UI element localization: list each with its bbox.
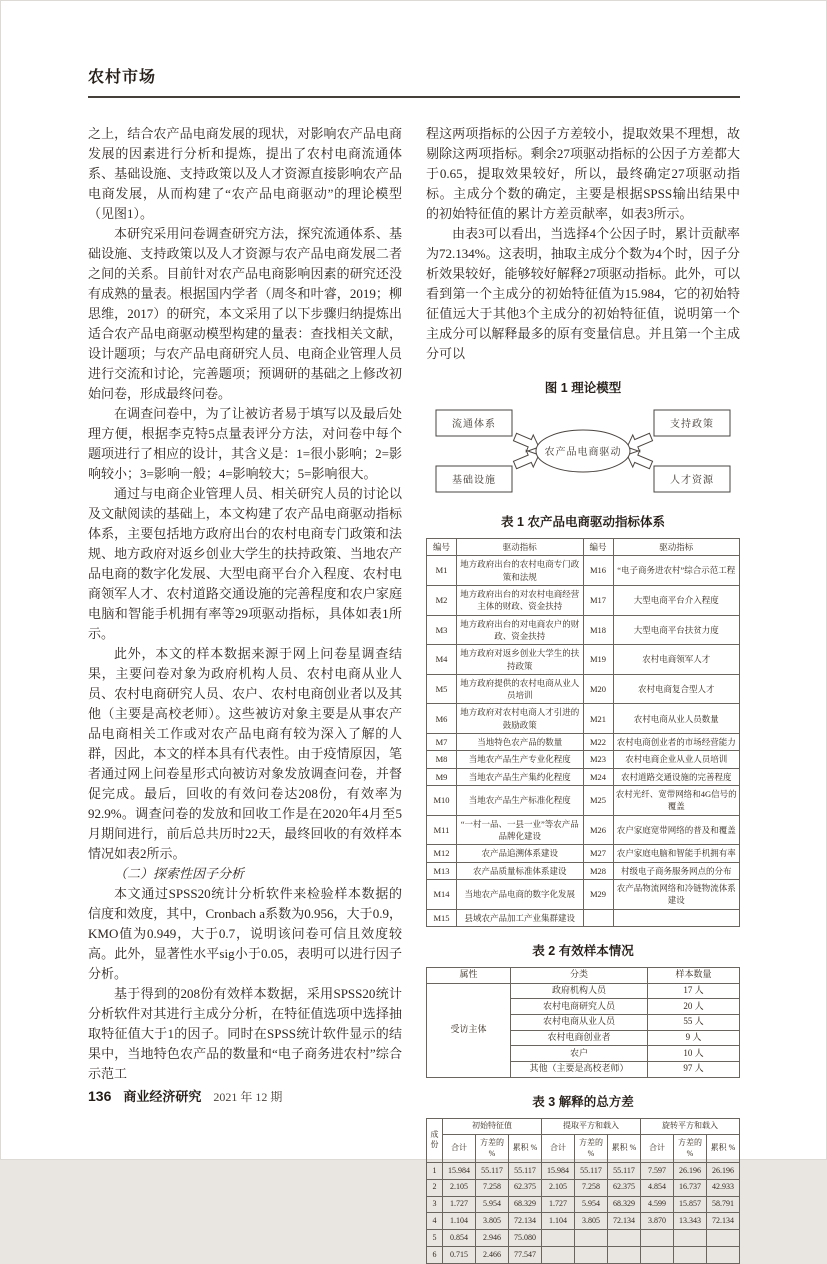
cell-code: M16 [583,556,613,586]
cell-category: 农户 [511,1046,648,1062]
cell-value: 68.329 [509,1196,542,1213]
column-header: 分类 [511,967,648,983]
cell-count: 97 人 [648,1061,740,1077]
table-row [427,1247,740,1264]
cell-value: 3.870 [641,1213,674,1230]
cell-value [575,1230,608,1247]
cell-indicator: 农村电商领军人才 [613,645,740,675]
cell-value: 5.954 [575,1196,608,1213]
cell-indicator: 地方政府出台的对电商农户的财政、资金扶持 [457,615,584,645]
cell-indicator: 地方政府对返乡创业大学生的扶持政策 [457,645,584,675]
cell-value: 15.984 [443,1163,476,1180]
box-label: 基础设施 [452,475,496,486]
cell-value: 2.466 [476,1247,509,1264]
cell-value: 62.375 [509,1179,542,1196]
cell-indicator: 农户家庭电脑和智能手机拥有率 [613,845,740,862]
cell-category: 农村电商创业者 [511,1030,648,1046]
cell-code: M18 [583,615,613,645]
cell-value: 68.329 [608,1196,641,1213]
cell-count: 10 人 [648,1046,740,1062]
section-title: 农村市场 [88,69,157,86]
cell-code: M21 [583,704,613,734]
cell-value: 2.946 [476,1230,509,1247]
column-header: 合计 [443,1135,476,1163]
group-header: 提取平方和载入 [542,1118,641,1135]
cell-value: 75.080 [509,1230,542,1247]
box-label: 流通体系 [452,419,496,430]
cell-value [608,1230,641,1247]
column-header: 驱动指标 [457,539,584,556]
cell-value: 1.727 [443,1196,476,1213]
cell-code: M23 [583,751,613,768]
box-label: 人才资源 [670,475,714,486]
cell-indicator: 农村电商从业人员数量 [613,704,740,734]
column-header-component: 成份 [427,1118,443,1162]
cell-code: M2 [427,585,457,615]
cell-value: 15.984 [542,1163,575,1180]
table2-caption: 表 2 有效样本情况 [532,943,634,958]
figure1-theory-model [426,404,740,498]
cell-code: M29 [583,879,613,909]
cell-code: M5 [427,674,457,704]
group-header: 初始特征值 [443,1118,542,1135]
paragraph: 之上，结合农产品电商发展的现状，对影响农产品电商发展的因素进行分析和提炼，提出了农村电商流通体系、基础设施、支持政策以及人才资源直接影响农产品电商发展，从而构建了“农产品电商驱动”的理论模型（见图1）。 [88,126,402,221]
cell-value: 16.737 [674,1179,707,1196]
table-row [427,862,740,879]
cell-count: 9 人 [648,1030,740,1046]
table-header-row [427,1118,740,1135]
table-row [427,734,740,751]
cell-indicator: 农村光纤、宽带网络和4G信号的覆盖 [613,786,740,816]
cell-value: 72.134 [707,1213,740,1230]
section-header [88,64,740,98]
cell-value: 62.375 [608,1179,641,1196]
paragraph: 在调查问卷中，为了让被访者易于填写以及最后处理方便，根据李克特5点量表评分方法，对问卷中每个题项进行了相应的设计，其含义是：1=很小影响；2=影响较小；3=影响一般；4=影响较大；5=影响很大。 [88,406,402,481]
cell-indicator: 大型电商平台扶贫力度 [613,615,740,645]
column-header: 合计 [641,1135,674,1163]
cell-indicator: 地方政府出台的对农村电商经营主体的财政、资金扶持 [457,585,584,615]
cell-indicator: 当地农产品电商的数字化发展 [457,879,584,909]
cell-category: 政府机构人员 [511,983,648,999]
cell-indicator: 农产品物流网络和冷链物流体系建设 [613,879,740,909]
column-header: 方差的 % [674,1135,707,1163]
cell-value [575,1247,608,1264]
cell-indicator [613,909,740,926]
table3-total-variance [426,1118,740,1264]
paragraph: 由表3可以看出，当选择4个公因子时，累计贡献率为72.134%。这表明，抽取主成分个数为4个时，因子分析效果较好，能够较好解释27项驱动指标。此外，可以看到第一个主成分的初始特征值为15.984，它的初始特征值远大于其他3个主成分的初始特征值，说明第一个主成分可以解释最多的原有变量信息。并且第一个主成分可以 [426,226,740,361]
table-header-row [427,539,740,556]
issue-label: 2021 年 12 期 [213,1090,283,1104]
cell-code: M19 [583,645,613,675]
cell-category: 其他（主要是高校老师） [511,1061,648,1077]
cell-code: M12 [427,845,457,862]
cell-component: 4 [427,1213,443,1230]
cell-value: 1.104 [443,1213,476,1230]
cell-value: 2.105 [443,1179,476,1196]
cell-indicator: 农村道路交通设施的完善程度 [613,768,740,785]
cell-component: 2 [427,1179,443,1196]
cell-value: 2.105 [542,1179,575,1196]
cell-indicator: 当地农产品生产标准化程度 [457,786,584,816]
cell-indicator: “一村一品、一县一业”等农产品品牌化建设 [457,815,584,845]
cell-value [542,1230,575,1247]
cell-value: 5.954 [476,1196,509,1213]
center-label: 农产品电商驱动 [544,447,622,458]
cell-indicator: 地方政府提供的农村电商从业人员培训 [457,674,584,704]
cell-value: 77.547 [509,1247,542,1264]
table-row [427,768,740,785]
cell-code: M26 [583,815,613,845]
cell-count: 17 人 [648,983,740,999]
figure1-caption: 图 1 理论模型 [544,381,622,395]
table-row [427,704,740,734]
column-header: 累积 % [509,1135,542,1163]
table-row [427,1179,740,1196]
cell-value: 55.117 [608,1163,641,1180]
cell-value: 3.805 [575,1213,608,1230]
cell-value: 26.196 [707,1163,740,1180]
column-header: 样本数量 [648,967,740,983]
cell-value: 0.854 [443,1230,476,1247]
table1-caption: 表 1 农产品电商驱动指标体系 [501,515,665,529]
cell-count: 20 人 [648,999,740,1015]
cell-value [641,1230,674,1247]
journal-name: 商业经济研究 [123,1089,202,1104]
cell-indicator: 当地特色农产品的数量 [457,734,584,751]
cell-indicator: 农户家庭宽带网络的普及和覆盖 [613,815,740,845]
paragraph: 通过与电商企业管理人员、相关研究人员的讨论以及文献阅读的基础上，本文构建了农产品电商驱动指标体系，主要包括地方政府出台的农村电商专门政策和法规、地方政府对返乡创业大学生的扶持政策、当地农产品电商的数字化发展、大型电商平台介入程度、农村电商领军人才、农村道路交通设施的完善程度和农户家庭电脑和智能手机拥有率等29项驱动指标，具体如表1所示。 [88,486,402,641]
table-row [427,1163,740,1180]
column-header: 累积 % [707,1135,740,1163]
cell-value [674,1230,707,1247]
table-header-row [427,967,740,983]
cell-value [608,1247,641,1264]
cell-code: M27 [583,845,613,862]
cell-code: M15 [427,909,457,926]
table-row [427,909,740,926]
cell-indicator: 农村电商复合型人才 [613,674,740,704]
cell-value: 13.343 [674,1213,707,1230]
table-row [427,674,740,704]
table1-driver-indicators [426,538,740,927]
cell-indicator: 地方政府对农村电商人才引进的鼓励政策 [457,704,584,734]
cell-code: M28 [583,862,613,879]
table-subheader-row [427,1135,740,1163]
cell-indicator: “电子商务进农村”综合示范工程 [613,556,740,586]
table-row [427,786,740,816]
cell-value: 7.258 [575,1179,608,1196]
cell-attribute: 受访主体 [427,983,511,1077]
right-column [426,124,740,1264]
column-header: 编号 [583,539,613,556]
paragraph: 本研究采用问卷调查研究方法，探究流通体系、基础设施、支持政策以及人才资源与农产品电商发展二者之间的关系。目前针对农产品电商影响因素的研究还没有成熟的量表。根据国内学者（周冬和叶睿，2019；柳思维，2017）的研究，本文采用了以下步骤归纳提炼出适合农产品电商驱动模型构建的量表：查找相关文献，设计题项；与农产品电商研究人员、电商企业管理人员进行交流和讨论，完善题项；预调研的基础之上修改初始问卷，形成最终问卷。 [88,226,402,401]
column-header: 属性 [427,967,511,983]
cell-value: 55.117 [575,1163,608,1180]
table-row [427,645,740,675]
cell-value: 55.117 [509,1163,542,1180]
cell-value [641,1247,674,1264]
cell-indicator: 农村电商创业者的市场经营能力 [613,734,740,751]
cell-category: 农村电商研究人员 [511,999,648,1015]
cell-value: 1.727 [542,1196,575,1213]
cell-code [583,909,613,926]
cell-code: M17 [583,585,613,615]
cell-code: M11 [427,815,457,845]
column-header: 编号 [427,539,457,556]
cell-code: M13 [427,862,457,879]
table3-caption: 表 3 解释的总方差 [532,1094,634,1109]
cell-value: 7.597 [641,1163,674,1180]
box-label: 支持政策 [670,419,714,430]
table2-valid-samples [426,967,740,1078]
cell-indicator: 村级电子商务服务网点的分布 [613,862,740,879]
column-header: 累积 % [608,1135,641,1163]
cell-code: M24 [583,768,613,785]
cell-indicator: 当地农产品生产专业化程度 [457,751,584,768]
cell-value: 4.854 [641,1179,674,1196]
cell-indicator: 农村电商企业从业人员培训 [613,751,740,768]
cell-indicator: 农产品质量标准体系建设 [457,862,584,879]
group-header: 旋转平方和载入 [641,1118,740,1135]
column-header: 驱动指标 [613,539,740,556]
cell-indicator: 县域农产品加工产业集群建设 [457,909,584,926]
table-row [427,983,740,999]
paragraph: 本文通过SPSS20统计分析软件来检验样本数据的信度和效度，其中，Cronbach a系数为0.956，大于0.9，KMO值为0.949，大于0.7，说明该问卷可信且效度较高。此外，显著性水平sig小于0.05，表明可以进行因子分析。 [88,886,402,981]
table-row [427,1213,740,1230]
cell-component: 1 [427,1163,443,1180]
cell-code: M10 [427,786,457,816]
cell-value: 26.196 [674,1163,707,1180]
cell-value: 15.857 [674,1196,707,1213]
cell-code: M9 [427,768,457,785]
table-row [427,815,740,845]
cell-indicator: 大型电商平台介入程度 [613,585,740,615]
cell-value: 4.599 [641,1196,674,1213]
column-header: 方差的 % [476,1135,509,1163]
cell-code: M6 [427,704,457,734]
table-row [427,845,740,862]
table-row [427,1196,740,1213]
cell-value: 3.805 [476,1213,509,1230]
column-header: 方差的 % [575,1135,608,1163]
cell-code: M1 [427,556,457,586]
cell-component: 6 [427,1247,443,1264]
table-row [427,751,740,768]
cell-code: M7 [427,734,457,751]
cell-value: 7.258 [476,1179,509,1196]
cell-value: 1.104 [542,1213,575,1230]
cell-code: M3 [427,615,457,645]
paragraph: 此外，本文的样本数据来源于网上问卷星调查结果，主要问卷对象为政府机构人员、农村电商从业人员、农村电商研究人员、农户、农村电商创业者以及其他（主要是高校老师）。这些被访对象主要是从事农产品电商相关工作或对农产品电商有较为深入了解的人群，因此，本文的样本具有代表性。由于疫情原因，笔者通过网上问卷星形式向被访对象发放调查问卷，并督促完成。最后，回收的有效问卷达208份，有效率为92.9%。调查问卷的发放和回收工作是在2020年4月至5月期间进行，前后总共历时22天，最终回收的有效样本情况如表2所示。 [88,646,402,861]
cell-value [707,1230,740,1247]
theory-model-diagram [426,404,740,498]
cell-indicator: 农产品追溯体系建设 [457,845,584,862]
cell-value [707,1247,740,1264]
table-row [427,615,740,645]
cell-value: 58.791 [707,1196,740,1213]
cell-value: 72.134 [608,1213,641,1230]
page-number: 136 [88,1088,112,1104]
table-row [427,879,740,909]
cell-component: 3 [427,1196,443,1213]
cell-value: 0.715 [443,1247,476,1264]
table-row [427,556,740,586]
cell-value [542,1247,575,1264]
cell-code: M4 [427,645,457,675]
cell-component: 5 [427,1230,443,1247]
cell-value: 42.933 [707,1179,740,1196]
cell-indicator: 地方政府出台的农村电商专门政策和法规 [457,556,584,586]
paragraph: 程这两项指标的公因子方差较小，提取效果不理想，故剔除这两项指标。剩余27项驱动指标的公因子方差都大于0.65，提取效果较好，所以，最终确定27项驱动指标。主成分个数的确定，主要是根据SPSS输出结果中的初始特征值的累计方差贡献率，如表3所示。 [426,126,740,221]
page-footer [88,1086,282,1105]
cell-indicator: 当地农产品生产集约化程度 [457,768,584,785]
cell-count: 55 人 [648,1014,740,1030]
cell-value: 55.117 [476,1163,509,1180]
cell-value: 72.134 [509,1213,542,1230]
cell-code: M20 [583,674,613,704]
table-row [427,585,740,615]
cell-value [674,1247,707,1264]
cell-code: M25 [583,786,613,816]
cell-category: 农村电商从业人员 [511,1014,648,1030]
cell-code: M8 [427,751,457,768]
subsection-heading: （二）探索性因子分析 [114,866,245,881]
cell-code: M22 [583,734,613,751]
paragraph: 基于得到的208份有效样本数据，采用SPSS20统计分析软件对其进行主成分分析，在特征值选项中选择抽取特征值大于1的因子。同时在SPSS统计软件显示的结果中，当地特色农产品的数量和“电子商务进农村”综合示范工 [88,986,402,1081]
cell-code: M14 [427,879,457,909]
table-row [427,1230,740,1247]
column-header: 合计 [542,1135,575,1163]
